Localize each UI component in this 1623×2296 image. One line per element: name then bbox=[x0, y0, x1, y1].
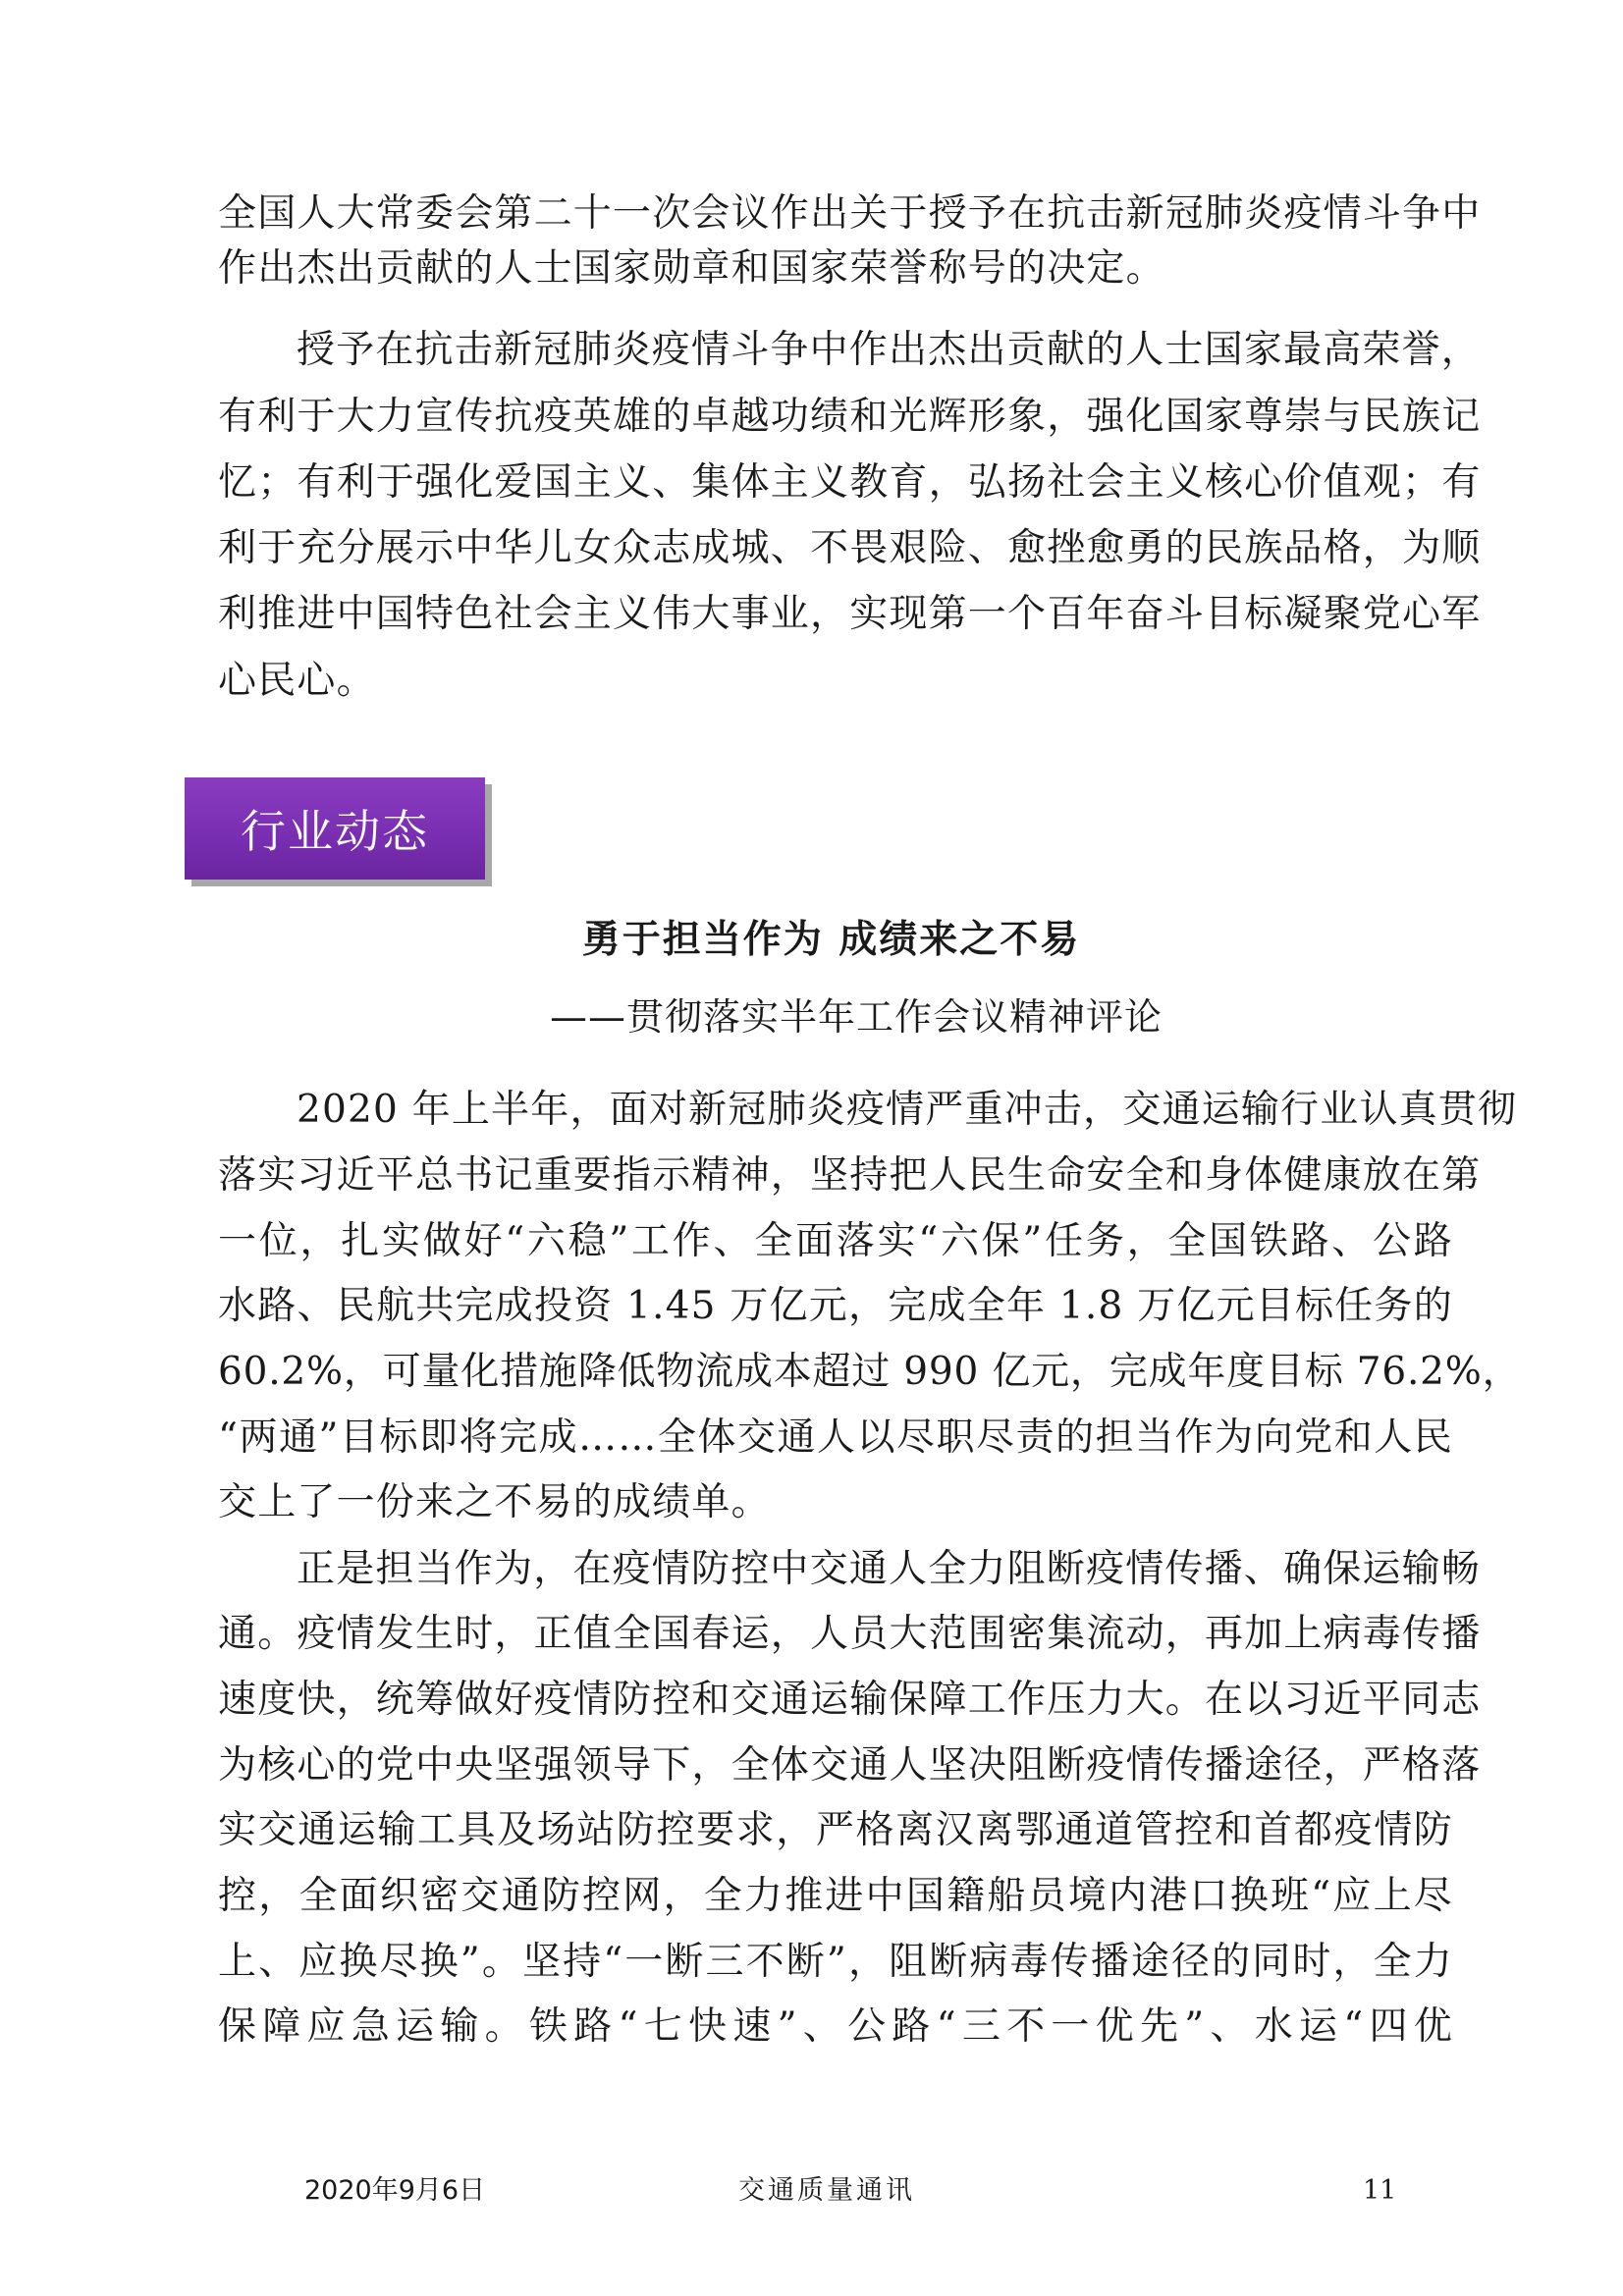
paragraph-line: 落实习近平总书记重要指示精神，坚持把人民生命安全和身体健康放在第 bbox=[218, 1153, 1482, 1198]
page-number: 11 bbox=[1363, 2175, 1397, 2206]
paragraph-line: 作出杰出贡献的人士国家勋章和国家荣誉称号的决定。 bbox=[218, 246, 1165, 291]
paragraph-line: 通。疫情发生时，正值全国春运，人员大范围密集流动，再加上病毒传播 bbox=[218, 1612, 1482, 1656]
footer-publication: 交通质量通讯 bbox=[738, 2175, 915, 2206]
paragraph-line: 授予在抗击新冠肺炎疫情斗争中作出杰出贡献的人士国家最高荣誉， bbox=[297, 328, 1482, 372]
paragraph-line: 控，全面织密交通防控网，全力推进中国籍船员境内港口换班“应上尽 bbox=[218, 1874, 1453, 1918]
paragraph-line: “两通”目标即将完成……全体交通人以尽职尽责的担当作为向党和人民 bbox=[218, 1415, 1453, 1460]
footer-date: 2020年9月6日 bbox=[304, 2175, 486, 2206]
paragraph-line: 60.2%，可量化措施降低物流成本超过 990 亿元，完成年度目标 76.2%， bbox=[218, 1350, 1522, 1394]
paragraph-line: 实交通运输工具及场站防控要求，严格离汉离鄂通道管控和首都疫情防 bbox=[218, 1808, 1453, 1852]
paragraph-line: 水路、民航共完成投资 1.45 万亿元，完成全年 1.8 万亿元目标任务的 bbox=[218, 1284, 1453, 1328]
paragraph-line: 利推进中国特色社会主义伟大事业，实现第一个百年奋斗目标凝聚党心军 bbox=[218, 592, 1482, 636]
paragraph-line: 心民心。 bbox=[218, 659, 376, 703]
paragraph-line: 交上了一份来之不易的成绩单。 bbox=[218, 1480, 771, 1524]
paragraph-line: 上、应换尽换”。坚持“一断三不断”，阻断病毒传播途径的同时，全力 bbox=[218, 1940, 1453, 1984]
paragraph-line: 利于充分展示中华儿女众志成城、不畏艰险、愈挫愈勇的民族品格，为顺 bbox=[218, 526, 1482, 570]
paragraph-line: 速度快，统筹做好疫情防控和交通运输保障工作压力大。在以习近平同志 bbox=[218, 1678, 1482, 1722]
section-banner bbox=[185, 777, 485, 880]
paragraph-line: 一位，扎实做好“六稳”工作、全面落实“六保”任务，全国铁路、公路 bbox=[218, 1219, 1453, 1263]
article-subtitle: ——贯彻落实半年工作会议精神评论 bbox=[550, 995, 1163, 1039]
section-label: 行业动态 bbox=[241, 805, 429, 858]
paragraph-line: 有利于大力宣传抗疫英雄的卓越功绩和光辉形象，强化国家尊崇与民族记 bbox=[218, 395, 1482, 439]
paragraph-line: 2020 年上半年，面对新冠肺炎疫情严重冲击，交通运输行业认真贯彻 bbox=[297, 1088, 1518, 1132]
paragraph-line: 正是担当作为，在疫情防控中交通人全力阻断疫情传播、确保运输畅 bbox=[297, 1547, 1482, 1591]
article-title: 勇于担当作为 成绩来之不易 bbox=[581, 918, 1081, 962]
paragraph-line: 全国人大常委会第二十一次会议作出关于授予在抗击新冠肺炎疫情斗争中 bbox=[218, 191, 1482, 236]
paragraph-line: 保障应急运输。铁路“七快速”、公路“三不一优先”、水运“四优 bbox=[218, 2004, 1453, 2049]
paragraph-line: 忆；有利于强化爱国主义、集体主义教育，弘扬社会主义核心价值观；有 bbox=[218, 460, 1482, 505]
paragraph-line: 为核心的党中央坚强领导下，全体交通人坚决阻断疫情传播途径，严格落 bbox=[218, 1743, 1482, 1788]
